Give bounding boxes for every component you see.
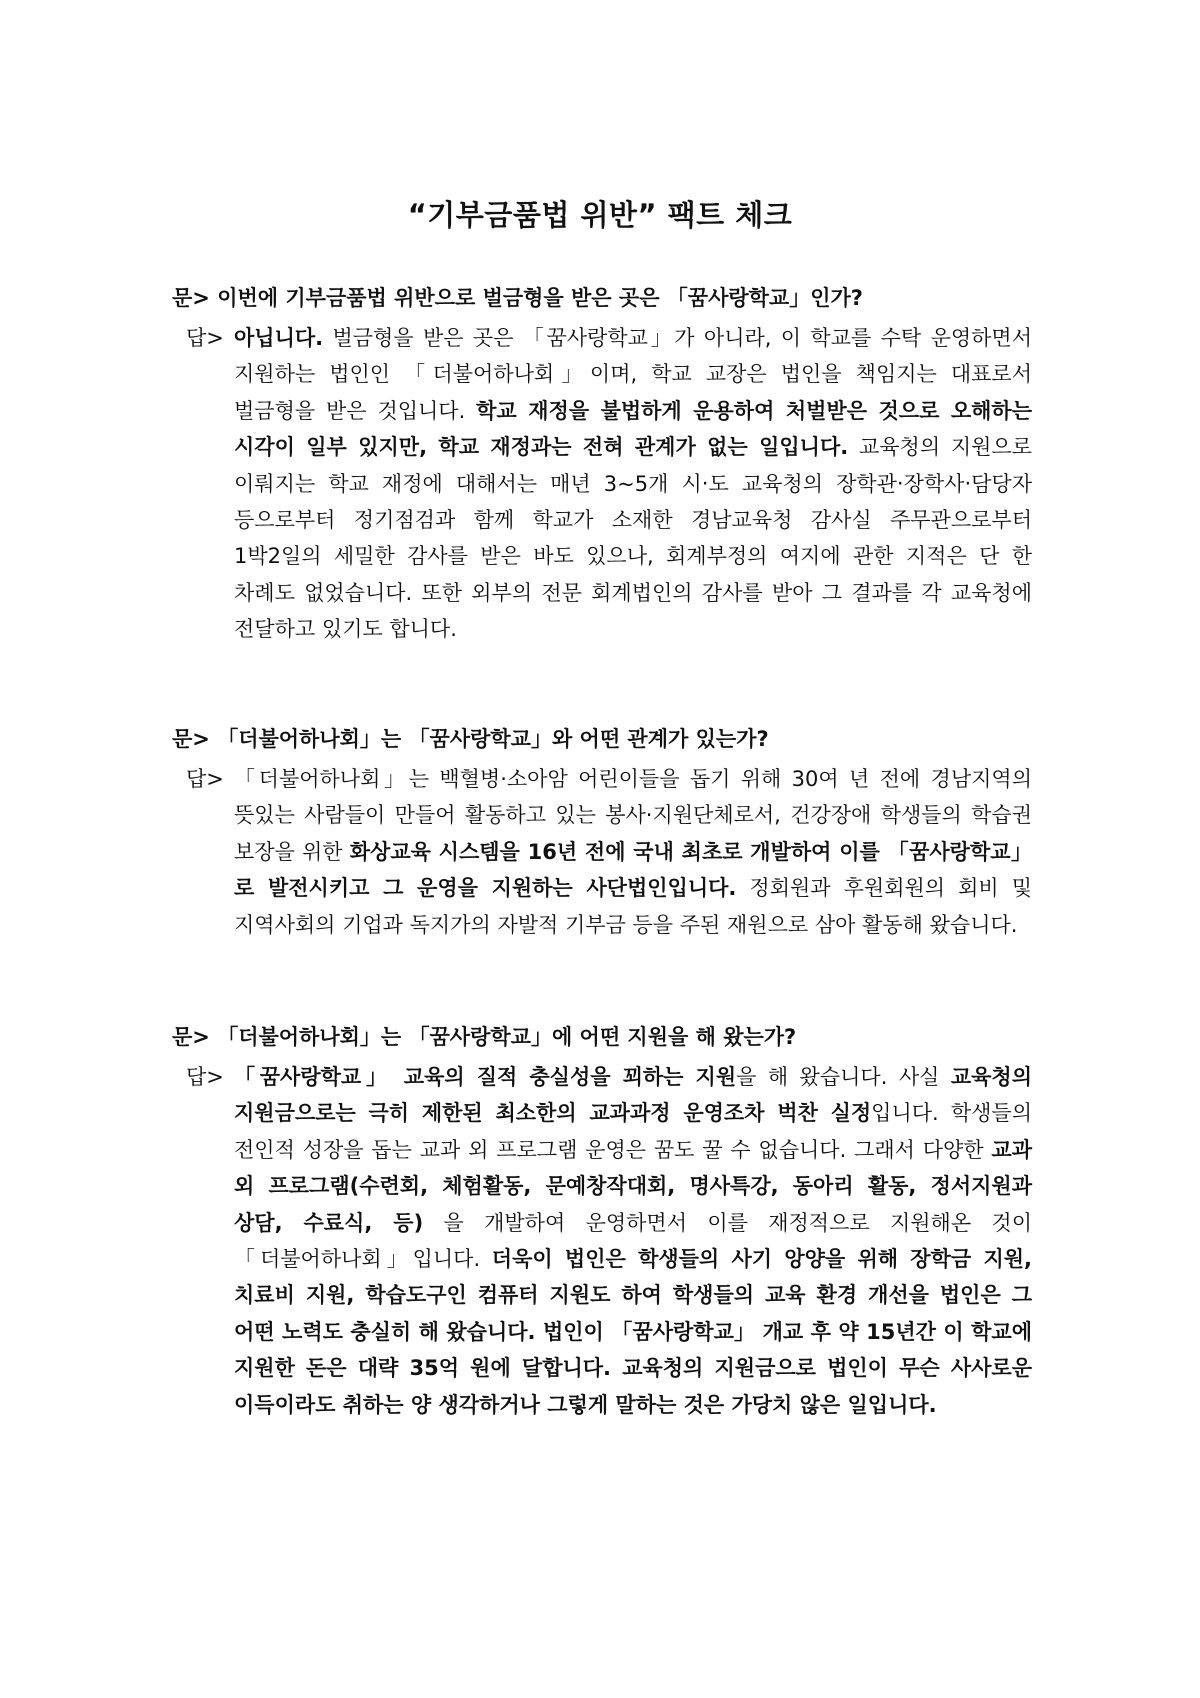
question [172,283,1032,313]
page-title: “기부금품법 위반” 팩트 체크 [407,198,793,232]
answer-segment: 학교 재정을 불법하게 운용하여 처벌받은 것으로 오해하는 시각이 일부 있지만, 학교 재정과는 전혀 관계가 없는 일입니다. [234,398,1033,460]
answer-segment: 벌금형을 받은 곳은 「꿈사랑학교」가 아니라, 이 학교를 수탁 운영하면서 지원하는 법인인 「더불어하나회」이며, 학교 교장은 법인을 책임지는 대표로서 벌금형을 받은 것입니다. [234,326,1032,423]
answer-segment: 「더불어하나회」는 백혈병·소아암 어린이들을 돕기 위해 30여 년 전에 경남지역의 뜻있는 사람들이 만들어 활동하고 있는 봉사·지원단체로서, 건강장애 학생들의 학습권 보장을 위한 [234,767,1032,864]
question-text: 이번에 기부금품법 위반으로 벌금형을 받은 곳은 「꿈사랑학교」인가? [217,286,863,310]
question-prefix: 문> [172,1025,210,1049]
question [172,724,1032,754]
qa-section [172,724,1032,943]
answer-segment: 교육청의 지원금으로는 극히 제한된 최소한의 교과과정 운영조차 벅찬 실정 [234,1065,1032,1126]
answer-segment: 아닙니다. [234,326,324,350]
question [172,1022,1032,1052]
answer-prefix: 답> [186,1065,224,1089]
question-prefix: 문> [172,727,210,751]
answer-segment: 교과 외 프로그램(수련회, 체험활동, 문예창작대회, 명사특강, 동아리 활동, 정서지원과 상담, 수료식, 등) [234,1137,1032,1235]
question-text: 「더불어하나회」는 「꿈사랑학교」에 어떤 지원을 해 왔는가? [217,1025,797,1049]
qa-section [172,283,1032,648]
answer-segment: 교육청의 지원으로 이뤄지는 학교 재정에 대해서는 매년 3~5개 시‧도 교육청의 장학관‧장학사‧담당자 등으로부터 정기점검과 함께 학교가 소재한 경남교육청 감사실 주무관으로부터 1박2일의 세밀한 감사를 받은 바도 있으나, 회계부정의 여지에 관한 지적은 단 한 차례도 없었습니다. 또한 외부의 전문 회계법인의 감사를 받아 그 결과를 각 교육청에 전달하고 있기도 합니다. [234,435,1033,642]
answer-prefix: 답> [186,767,224,791]
answer [172,761,1032,943]
answer-prefix: 답> [186,326,224,350]
answer-segment: 화상교육 시스템을 16년 전에 국내 최초로 개발하여 이를 「꿈사랑학교」로 발전시키고 그 운영을 지원하는 사단법인입니다. [234,839,1032,901]
qa-section [172,1022,1032,1423]
answer-segment: 입니다. 학생들의 전인적 성장을 돕는 교과 외 프로그램 운영은 꿈도 꿀 수 없습니다. 그래서 다양한 [234,1101,1032,1162]
question-text: 「더불어하나회」는 「꿈사랑학교」와 어떤 관계가 있는가? [217,727,769,751]
answer [172,320,1032,648]
answer [172,1059,1032,1423]
answer-segment: 더욱이 법인은 학생들의 사기 앙양을 위해 장학금 지원, 치료비 지원, 학습도구인 컴퓨터 지원도 하여 학생들의 교육 환경 개선을 법인은 그 어떤 노력도 충실히 해 왔습니다. 법인이 「꿈사랑학교」 개교 후 약 15년간 이 학교에 지원한 돈은 대략 35억 원에 달합니다. 교육청의 지원금으로 법인이 무슨 사사로운 이득이라도 취하는 양 생각하거나 그렇게 말하는 것은 가당치 않은 일입니다. [234,1247,1032,1417]
answer-segment: 정회원과 후원회원의 회비 및 지역사회의 기업과 독지가의 자발적 기부금 등을 주된 재원으로 삼아 활동해 왔습니다. [234,876,1032,937]
question-prefix: 문> [172,286,210,310]
answer-segment: 「꿈사랑학교」 교육의 질적 충실성을 꾀하는 지원 [234,1065,737,1089]
answer-segment: 을 해 왔습니다. 사실 [736,1065,951,1089]
answer-segment: 을 개발하여 운영하면서 이를 재정적으로 지원해온 것이 「더불어하나회」입니다. [234,1210,1032,1272]
